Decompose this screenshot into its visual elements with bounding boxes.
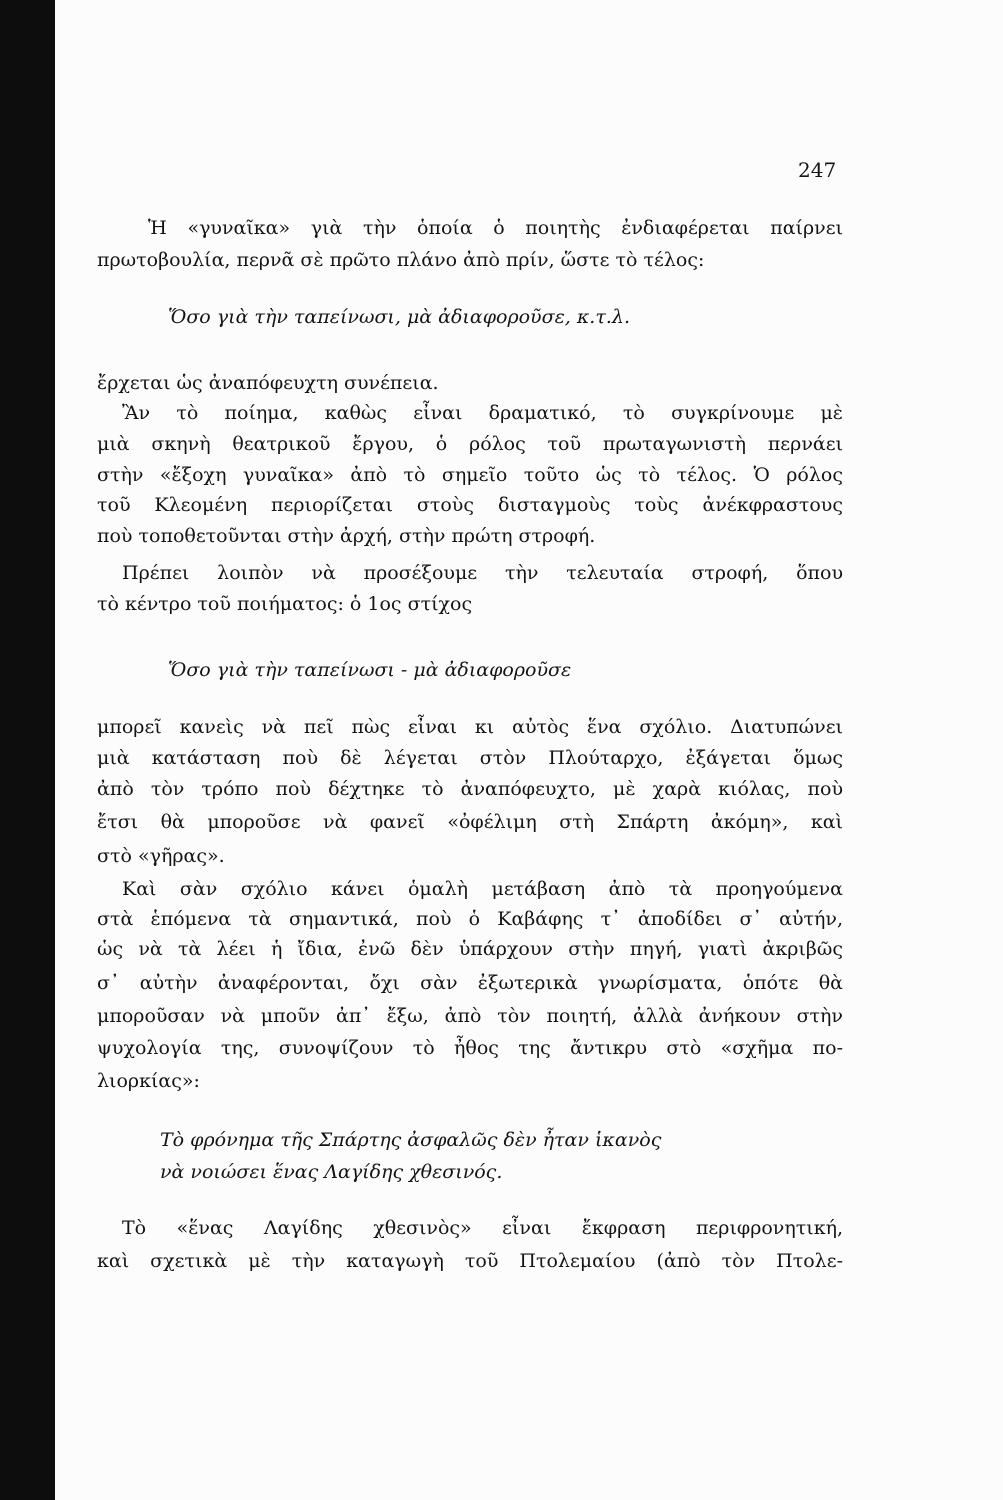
text-line: Πρέπει λοιπὸν νὰ προσέξουμε τὴν τελευταία στροφή, ὅπου <box>122 562 843 584</box>
text-line: πρωτοβουλία, περνᾶ σὲ πρῶτο πλάνο ἀπὸ πρίν, ὥστε τὸ τέλος: <box>97 249 705 271</box>
text-line: Τὸ «ἕνας Λαγίδης χθεσινὸς» εἶναι ἔκφραση περιφρονητική, <box>122 1217 843 1239</box>
text-line: Ἡ «γυναῖκα» γιὰ τὴν ὁποία ὁ ποιητὴς ἐνδιαφέρεται παίρνει <box>148 217 843 239</box>
text-line: ἔρχεται ὡς ἀναπόφευχτη συνέπεια. <box>97 372 439 394</box>
text-line: ψυχολογία της, συνοψίζουν τὸ ἦθος της ἄντικρυ στὸ «σχῆμα πο- <box>97 1037 843 1059</box>
text-line: μιὰ σκηνὴ θεατρικοῦ ἔργου, ὁ ρόλος τοῦ πρωταγωνιστὴ περνάει <box>97 433 843 455</box>
text-line: στὸ «γῆρας». <box>97 845 225 867</box>
text-line: ἀπὸ τὸν τρόπο ποὺ δέχτηκε τὸ ἀναπόφευχτο, μὲ χαρὰ κιόλας, ποὺ <box>97 778 843 800</box>
text-line: ποὺ τοποθετοῦνται στὴν ἀρχή, στὴν πρώτη στροφή. <box>97 525 596 547</box>
verse-quote-line: Ὅσο γιὰ τὴν ταπείνωσι, μὰ ἀδιαφοροῦσε, κ.τ.λ. <box>168 306 630 328</box>
text-line: ὡς νὰ τὰ λέει ἡ ἴδια, ἐνῶ δὲν ὑπάρχουν στὴν πηγή, γιατὶ ἀκριβῶς <box>97 938 843 960</box>
text-line: σ᾽ αὐτὴν ἀναφέρονται, ὄχι σὰν ἐξωτερικὰ γνωρίσματα, ὁπότε θὰ <box>97 972 843 994</box>
page-number: 247 <box>798 158 837 182</box>
text-line: μπορεῖ κανεὶς νὰ πεῖ πὼς εἶναι κι αὐτὸς ἕνα σχόλιο. Διατυπώνει <box>97 716 843 738</box>
text-line: στὰ ἑπόμενα τὰ σημαντικά, ποὺ ὁ Καβάφης τ᾽ ἀποδίδει σ᾽ αὐτήν, <box>97 908 843 930</box>
text-line: λιορκίας»: <box>97 1070 200 1092</box>
text-line: στὴν «ἔξοχη γυναῖκα» ἀπὸ τὸ σημεῖο τοῦτο ὡς τὸ τέλος. Ὁ ρόλος <box>97 464 843 486</box>
text-line: Ἂν τὸ ποίημα, καθὼς εἶναι δραματικό, τὸ συγκρίνουμε μὲ <box>122 402 843 424</box>
verse-quote-line: νὰ νοιώσει ἕνας Λαγίδης χθεσινός. <box>160 1161 503 1183</box>
verse-quote-line: Τὸ φρόνημα τῆς Σπάρτης ἀσφαλῶς δὲν ἦταν ἱκανὸς <box>160 1129 662 1151</box>
text-line: μποροῦσαν νὰ μποῦν ἀπ᾽ ἔξω, ἀπὸ τὸν ποιητή, ἀλλὰ ἀνήκουν στὴν <box>97 1005 843 1027</box>
text-line: μιὰ κατάσταση ποὺ δὲ λέγεται στὸν Πλούταρχο, ἐξάγεται ὅμως <box>97 747 843 769</box>
text-line: Καὶ σὰν σχόλιο κάνει ὁμαλὴ μετάβαση ἀπὸ τὰ προηγούμενα <box>122 878 843 900</box>
verse-quote-line: Ὅσο γιὰ τὴν ταπείνωσι - μὰ ἀδιαφοροῦσε <box>168 659 572 681</box>
text-line: τὸ κέντρο τοῦ ποιήματος: ὁ 1ος στίχος <box>97 593 473 615</box>
text-line: καὶ σχετικὰ μὲ τὴν καταγωγὴ τοῦ Πτολεμαίου (ἀπὸ τὸν Πτολε- <box>97 1250 843 1272</box>
text-line: τοῦ Κλεομένη περιορίζεται στοὺς δισταγμοὺς τοὺς ἀνέκφραστους <box>97 494 843 516</box>
text-line: ἔτσι θὰ μποροῦσε νὰ φανεῖ «ὀφέλιμη στὴ Σπάρτη ἀκόμη», καὶ <box>97 811 843 833</box>
